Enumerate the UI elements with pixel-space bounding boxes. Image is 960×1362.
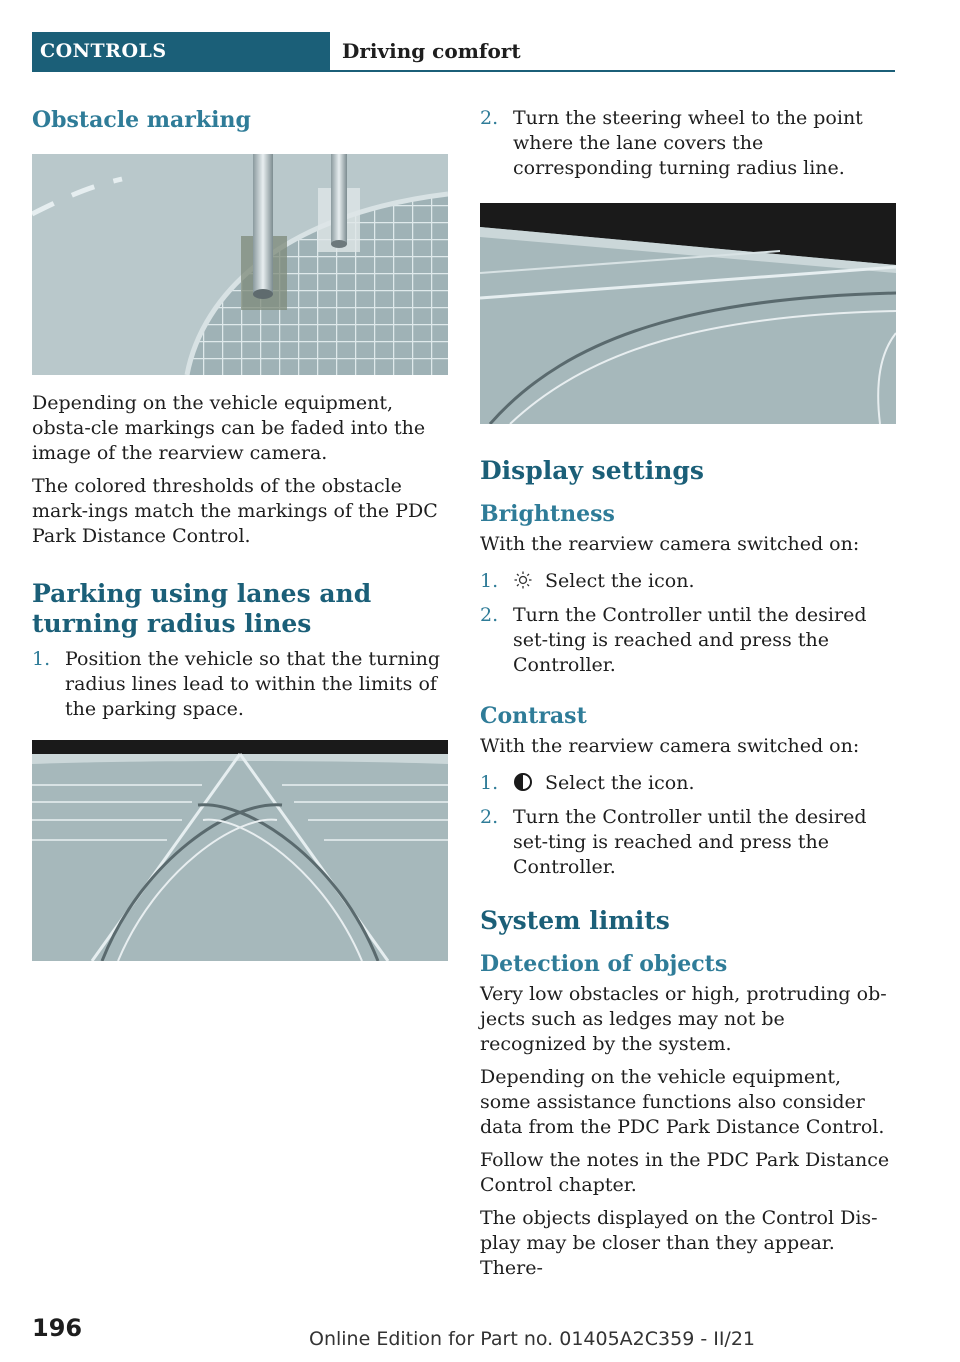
paragraph-contrast: With the rearview camera switched on:	[480, 735, 860, 757]
list-text: Position the vehicle so that the turning radius lines lead to within the limits of the parking space.	[65, 648, 441, 720]
heading-obstacle-marking: Obstacle marking	[32, 107, 251, 133]
list-number: 1.	[480, 570, 499, 592]
heading-brightness: Brightness	[480, 501, 615, 527]
list-item-step-1	[32, 647, 448, 722]
list-text: Select the icon.	[545, 772, 695, 794]
lane-turning-image	[480, 203, 896, 424]
heading-parking-lanes: Parking using lanes and turning radius lines	[32, 579, 372, 638]
paragraph-obstacle-2: The colored thresholds of the obstacle mark-ings match the markings of the PDC Park Distance Control.	[32, 475, 438, 547]
heading-contrast: Contrast	[480, 703, 587, 729]
list-number: 2.	[480, 806, 499, 828]
paragraph-detection-4: The objects displayed on the Control Dis-play may be closer than they appear. There-	[480, 1207, 878, 1279]
obstacle-marking-image	[32, 154, 448, 375]
header-topic: Driving comfort	[342, 39, 521, 63]
list-item-brightness-1	[480, 569, 896, 594]
paragraph-detection-1: Very low obstacles or high, protruding ob-jects such as ledges may not be recognized by the system.	[480, 983, 887, 1055]
paragraph-detection-3: Follow the notes in the PDC Park Distance Control chapter.	[480, 1149, 890, 1196]
heading-system-limits: System limits	[480, 906, 670, 935]
list-text: Turn the steering wheel to the point where the lane covers the corresponding turning radius line.	[513, 107, 863, 179]
list-item-contrast-1	[480, 771, 896, 796]
header-section: CONTROLS	[32, 32, 330, 70]
list-number: 2.	[480, 604, 499, 626]
page-number: 196	[32, 1314, 83, 1342]
page-header	[32, 32, 895, 72]
sun-icon	[513, 570, 533, 590]
list-item-brightness-2	[480, 603, 896, 678]
contrast-icon	[513, 772, 533, 792]
list-text: Turn the Controller until the desired set-ting is reached and press the Controller.	[513, 806, 867, 878]
heading-display-settings: Display settings	[480, 456, 704, 485]
list-item-step-2	[480, 106, 896, 181]
list-number: 1.	[32, 648, 51, 670]
list-text: Select the icon.	[545, 570, 695, 592]
paragraph-obstacle-1: Depending on the vehicle equipment, obsta-cle markings can be faded into the image of the rearview camera.	[32, 392, 426, 464]
edition-note: Online Edition for Part no. 01405A2C359 - II/21	[309, 1328, 756, 1350]
heading-detection-objects: Detection of objects	[480, 951, 728, 977]
paragraph-brightness: With the rearview camera switched on:	[480, 533, 860, 555]
left-column	[32, 106, 448, 961]
list-number: 1.	[480, 772, 499, 794]
right-column	[480, 106, 896, 1281]
turning-radius-image	[32, 740, 448, 961]
header-rule	[32, 70, 895, 72]
paragraph-detection-2: Depending on the vehicle equipment, some assistance functions also consider data from the PDC Park Distance Control.	[480, 1066, 885, 1138]
list-item-contrast-2	[480, 805, 896, 880]
list-text: Turn the Controller until the desired set-ting is reached and press the Controller.	[513, 604, 867, 676]
list-number: 2.	[480, 107, 499, 129]
